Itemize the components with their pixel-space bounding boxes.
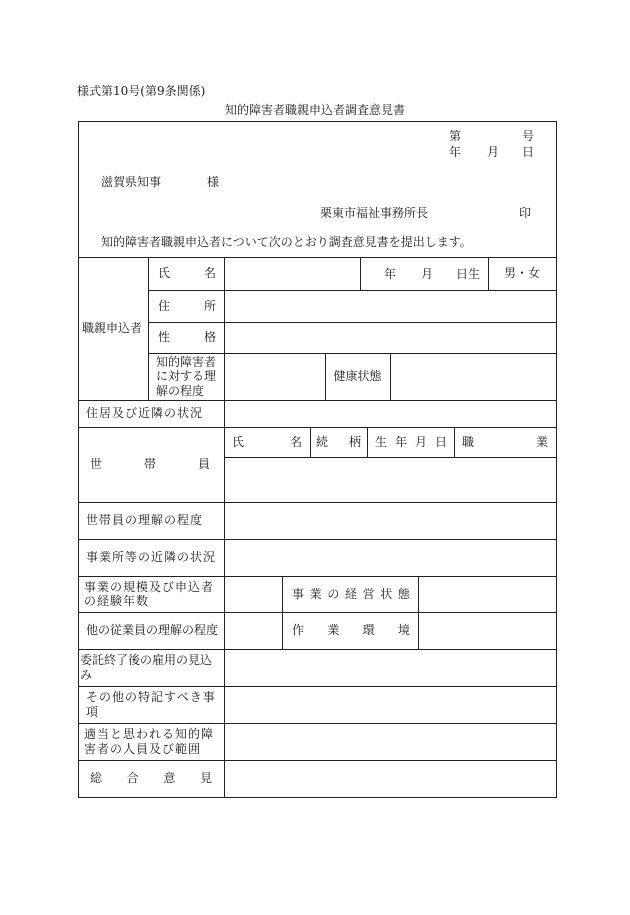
number-dai: 第 — [449, 129, 462, 143]
page-title: 知的障害者職親申込者調査意見書 — [224, 103, 405, 117]
gender-choice: 男・女 — [503, 266, 540, 280]
form-number: 様式第10号(第9条関係) — [77, 84, 206, 98]
household-understanding-label: 世帯員の理解の程度 — [86, 513, 204, 527]
sender: 栗東市福祉事務所長 — [320, 206, 429, 220]
residence-label: 住居及び近隣の状況 — [86, 406, 204, 420]
business-status-label: 事 業 の 経 営 状 態 — [292, 586, 410, 601]
statement: 知的障害者職親申込者について次のとおり調査意見書を提出します。 — [101, 235, 472, 249]
personality-label: 性 格 — [158, 330, 216, 344]
applicant-section-label: 職親申込者 — [82, 321, 143, 335]
household-label: 世 帯 員 — [90, 457, 210, 471]
household-col-relation: 続 柄 — [316, 434, 361, 449]
health-label: 健康状態 — [333, 369, 382, 383]
work-environment-label: 作 業 環 境 — [292, 623, 410, 637]
date-month: 月 — [487, 145, 500, 159]
understanding-label: 知的障害者に対する理解の程度 — [156, 354, 217, 398]
birth-day: 日生 — [456, 267, 481, 281]
other-notes-label: その他の特記すべき事項 — [86, 689, 216, 719]
household-col-occupation: 職 業 — [462, 434, 548, 449]
number-go: 号 — [522, 129, 535, 143]
employment-outlook-label: 委託終了後の雇用の見込み — [80, 652, 213, 682]
household-col-name: 氏 名 — [232, 434, 302, 449]
birth-month: 月 — [421, 267, 434, 281]
business-neighborhood-label: 事業所等の近隣の状況 — [86, 550, 217, 564]
household-col-birthdate: 生 年 月 日 — [375, 434, 447, 449]
addressee-honorific: 様 — [207, 175, 220, 189]
birth-year: 年 — [384, 267, 397, 281]
addressee: 滋賀県知事 — [101, 175, 162, 189]
address-label: 住 所 — [158, 298, 216, 313]
name-label: 氏 名 — [158, 266, 216, 280]
date-year: 年 — [449, 145, 462, 159]
suitable-persons-label: 適当と思われる知的障害者の人員及び範囲 — [84, 727, 215, 756]
seal-mark: 印 — [519, 206, 532, 220]
business-scale-label: 事業の規模及び申込者の経験年数 — [84, 579, 215, 608]
coworker-understanding-label: 他の従業員の理解の程度 — [86, 623, 219, 637]
overall-opinion-label: 総 合 意 見 — [90, 771, 212, 785]
date-day: 日 — [522, 145, 535, 159]
